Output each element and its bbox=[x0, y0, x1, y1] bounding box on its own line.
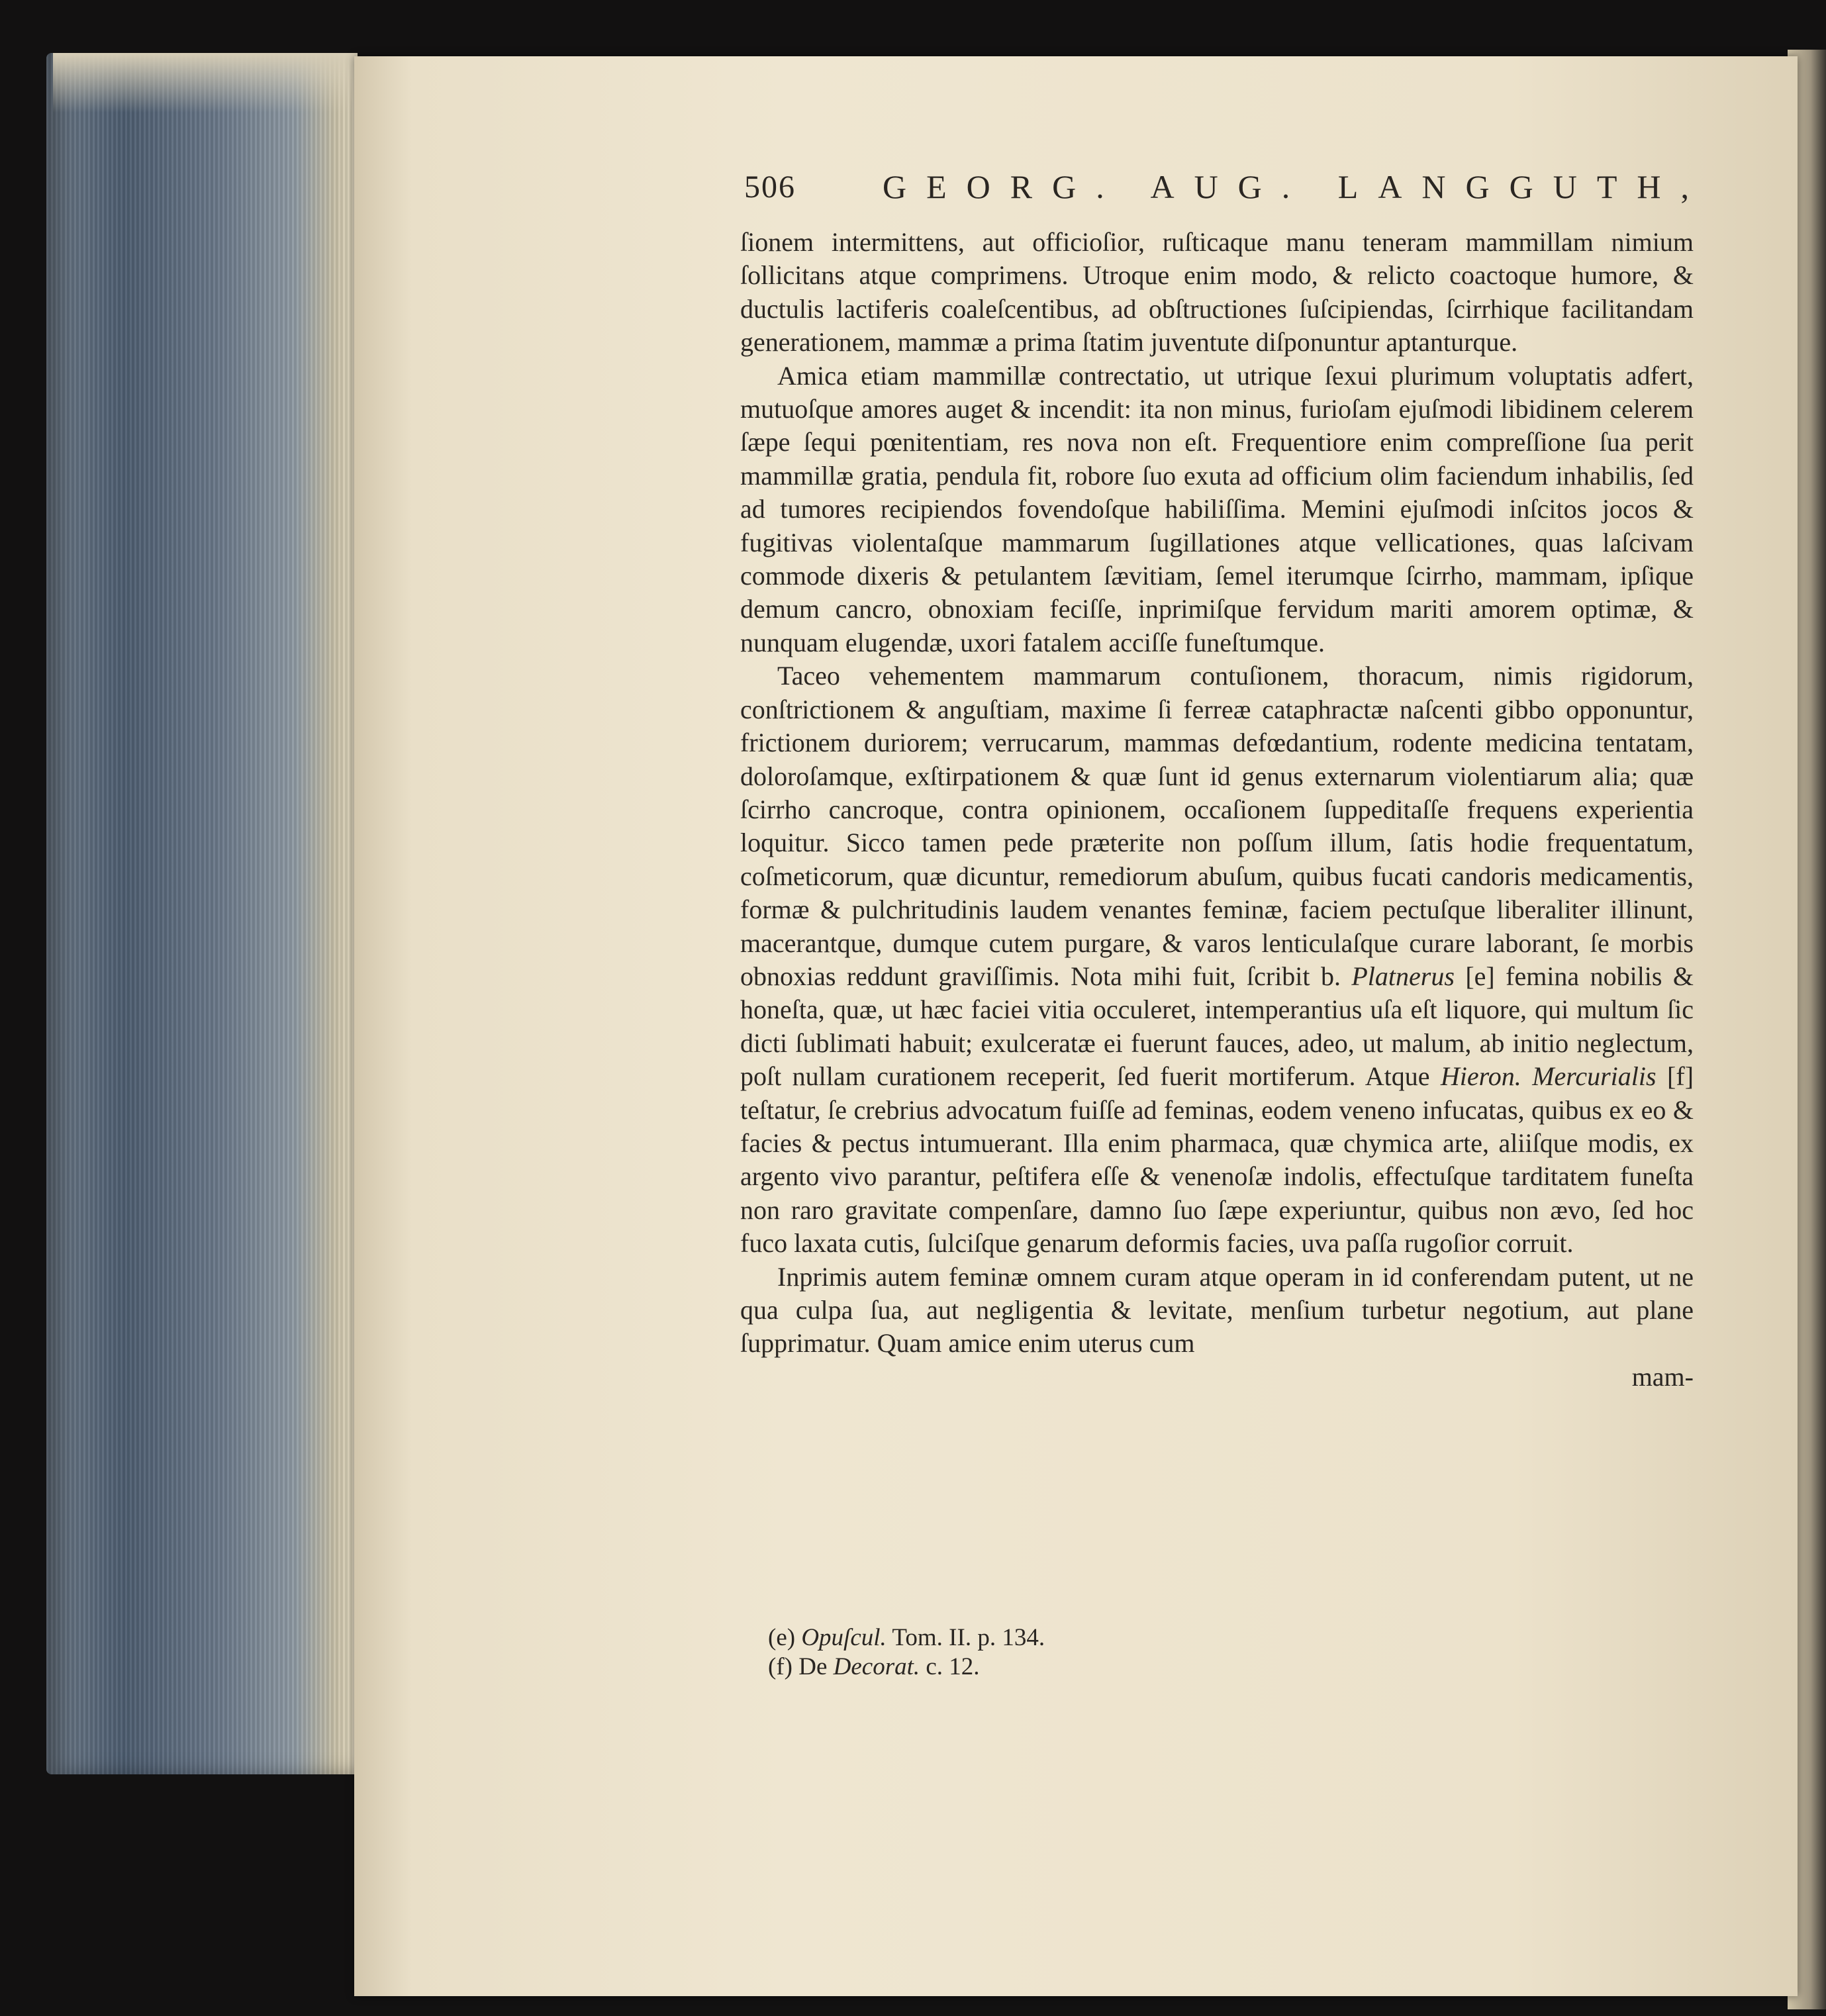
catchword: mam- bbox=[1631, 1361, 1694, 1392]
body-text bbox=[740, 226, 1694, 1361]
footnote-marker: (e) bbox=[768, 1624, 796, 1651]
text-block bbox=[740, 168, 1709, 1394]
footnote-de: De bbox=[798, 1653, 828, 1680]
paragraph-text: teſtatur, ſe crebrius advocatum fuiſſe ad feminas, eodem veneno infucatas, quibus ex eo & facies & pectus intumuerant. Illa enim pharmaca, quæ chymica arte, aliiſque modis, ex argento vivo parantur, peſtifera eſſe & venenoſæ indolis, effectuſque tarditatem funeſta non raro gravitate compenſare, damno ſuo ſæpe experiuntur, quibus non ævo, ſed hoc fuco laxata cutis, ſulciſque genarum deformis facies, uva paſſa rugoſior corruit. bbox=[740, 1094, 1694, 1259]
running-head-author: GEORG. AUG. LANGGUTH, bbox=[883, 168, 1709, 205]
page-number: 506 bbox=[744, 169, 796, 205]
paragraph: Amica etiam mammillæ contrectatio, ut utrique ſexui plurimum voluptatis adfert, mutuoſque amores auget & incendit: ita non minus, furioſam ejuſmodi libidinem celerem ſæpe ſequi pœnitentiam, res nova non eſt. Frequentiore enim compreſſione ſua perit mammillæ gratia, pendula fit, robore ſuo exuta ad officium olim faciendum inhabilis, ſed ad tumores recipiendos fovendoſque habiliſſima. Memini ejuſmodi inſcitos jocos & fugitivas violentaſque mammarum ſugillationes atque vellicationes, quas laſcivam commode dixeris & petulantem ſævitiam, ſemel iterumque ſcirrho, mammam, ipſique demum cancro, obnoxiam feciſſe, inprimiſque fervidum mariti amorem optimæ, & nunquam elugendæ, uxori fatalem acciſſe funeſtumque. bbox=[740, 360, 1694, 657]
author-citation: Platnerus bbox=[1351, 961, 1455, 991]
footnote-work: Decorat. bbox=[833, 1653, 920, 1680]
book-fore-edge-highlight bbox=[53, 53, 358, 113]
footnote-reference: Tom. II. p. 134. bbox=[892, 1624, 1045, 1651]
footnote-e bbox=[768, 1623, 1045, 1653]
running-head bbox=[740, 168, 1709, 222]
book-fore-edge bbox=[46, 53, 358, 1774]
footnote-work: Opuſcul. bbox=[801, 1624, 887, 1651]
author-citation: Hieron. Mercurialis bbox=[1440, 1061, 1657, 1092]
footnote-ref: [f] bbox=[1667, 1061, 1694, 1092]
paragraph-text: femina nobilis & honeſta, quæ, ut hæc faciei vitia occuleret, intemperantius uſa eſt liquore, qui multum ſic dicti ſublimati habuit; exulceratæ ei fuerunt fauces, adeo, ut malum, ab initio neglectum, poſt nullam curationem receperit, ſed fuerit mortiferum. Atque bbox=[740, 961, 1694, 1092]
footnote-marker: (f) bbox=[768, 1653, 793, 1680]
footnote-reference: c. 12. bbox=[926, 1653, 980, 1680]
paragraph: ſionem intermittens, aut officioſior, ruſticaque manu teneram mammillam nimium ſollicitans atque comprimens. Utroque enim modo, & relicto coactoque humore, & ductulis lactiferis coaleſcentibus, ad obſtructiones ſuſcipiendas, ſcirrhique facilitandam generationem, mammæ a prima ſtatim juventute diſponuntur aptanturque. bbox=[740, 227, 1694, 358]
paragraph bbox=[740, 659, 1694, 1260]
paragraph-text: Taceo vehementem mammarum contuſionem, thoracum, nimis rigidorum, conſtrictionem & anguſtiam, maxime ſi ferreæ cataphractæ naſcenti gibbo opponuntur, frictionem duriorem; verrucarum, mammas defœdantium, rodente medicina tentatam, doloroſamque, exſtirpationem & quæ ſunt id genus externarum violentiarum alia; quæ ſcirrho cancroque, contra opinionem, occaſionem ſuppeditaſſe frequens experientia loquitur. Sicco tamen pede præterite non poſſum illum, ſatis hodie frequentatum, coſmeticorum, quæ dicuntur, remediorum abuſum, quibus fucati candoris medicamentis, formæ & pulchritudinis laudem venantes feminæ, faciem pectuſque liberaliter illinunt, macerantque, dumque cutem purgare, & varos lenticulaſque curare laborant, ſe morbis obnoxias reddunt graviſſimis. Nota mihi fuit, ſcribit b. bbox=[740, 661, 1694, 991]
footnote-ref: [e] bbox=[1465, 961, 1495, 991]
footnote-f bbox=[768, 1653, 1045, 1682]
paragraph: Inprimis autem feminæ omnem curam atque operam in id conferendam putent, ut ne qua culpa ſua, aut negligentia & levitate, menſium turbetur negotium, aut plane ſupprimatur. Quam amice enim uterus cum bbox=[740, 1261, 1694, 1359]
footnotes bbox=[768, 1623, 1045, 1682]
